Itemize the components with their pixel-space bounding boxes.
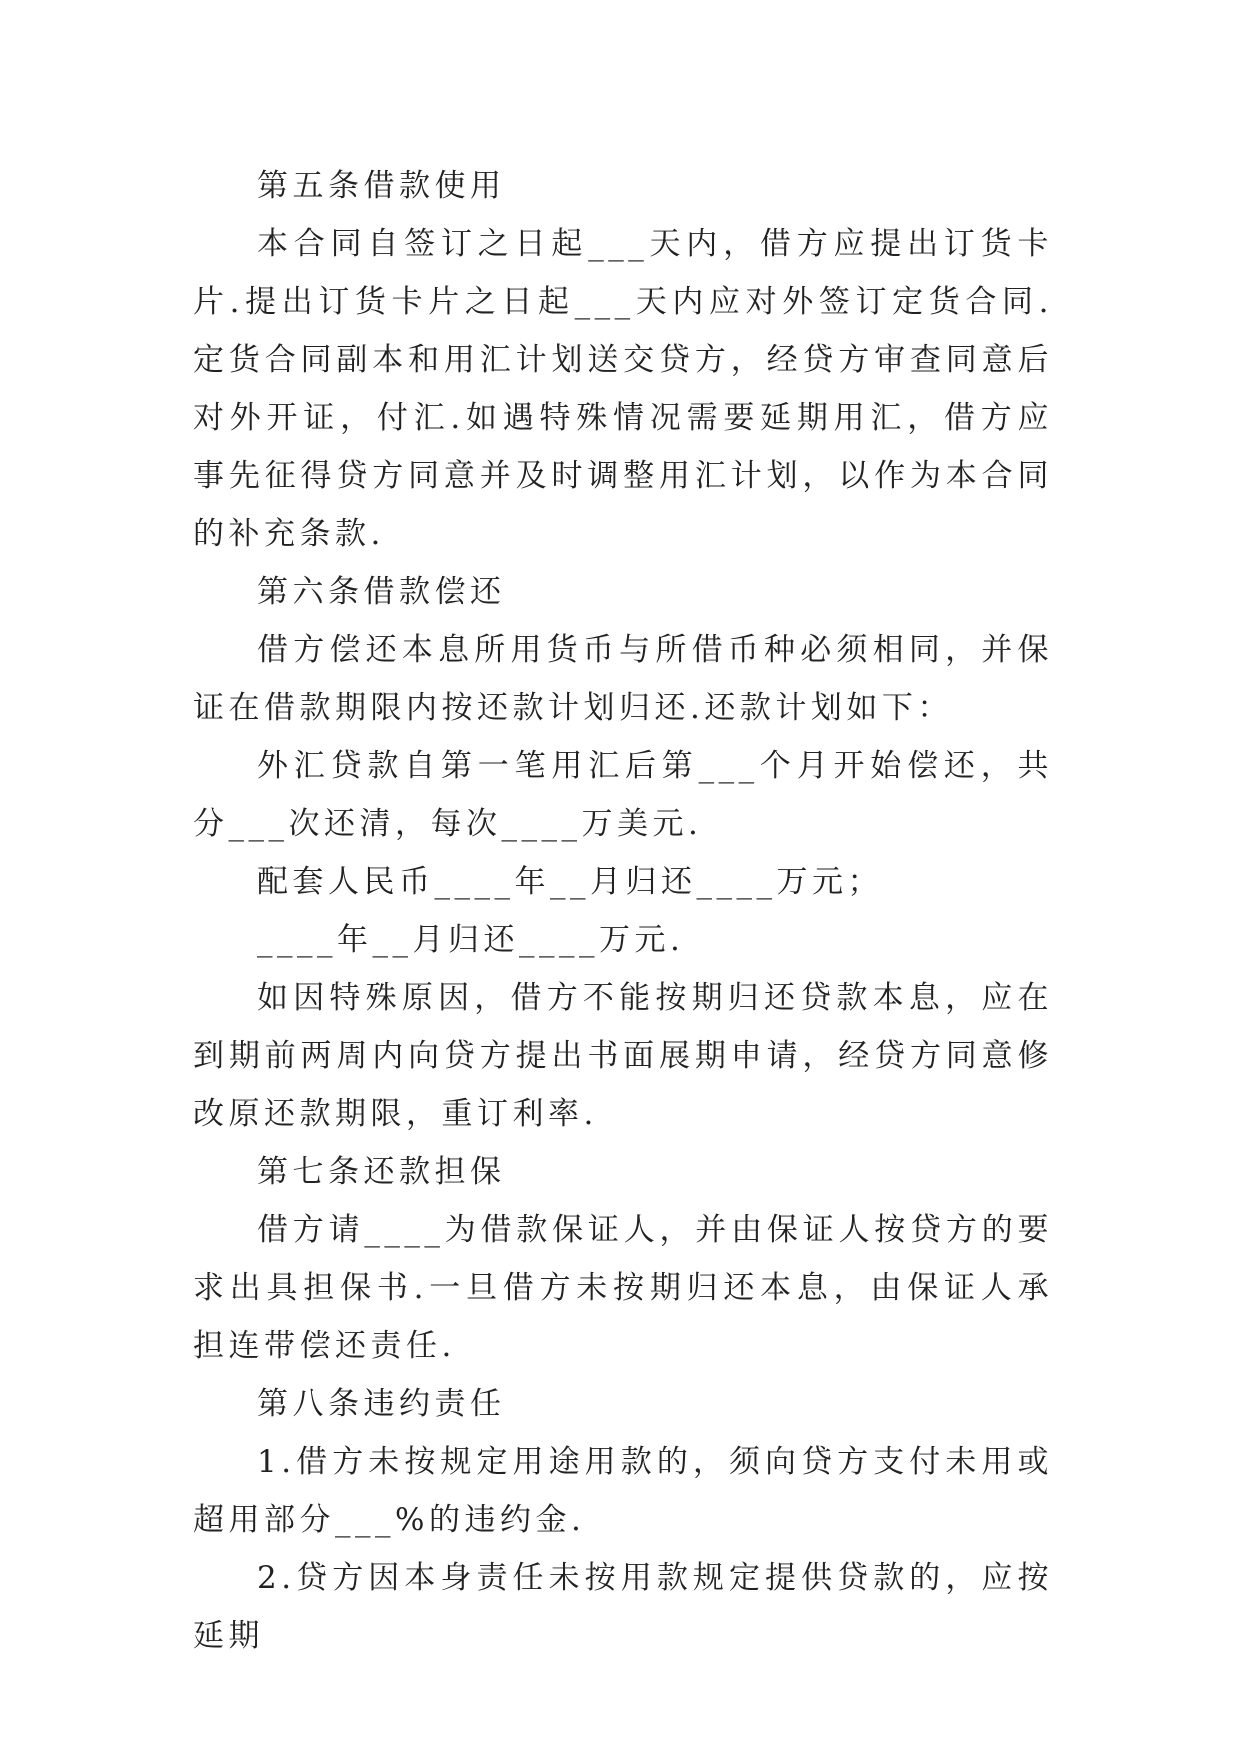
article-8-item-2: 2.贷方因本身责任未按用款规定提供贷款的，应按延期 [193,1560,1053,1654]
article-5-heading: 第五条借款使用 [257,168,506,204]
article-6-paragraph-5: 如因特殊原因，借方不能按期归还贷款本息，应在到期前两周内向贷方提出书面展期申请，经贷方同意修改原还款期限，重订利率. [193,980,1053,1132]
article-5-paragraph: 本合同自签订之日起___天内，借方应提出订货卡片.提出订货卡片之日起___天内应对外签订定货合同.定货合同副本和用汇计划送交贷方，经贷方审查同意后对外开证，付汇.如遇特殊情况需要延期用汇，借方应事先征得贷方同意并及时调整用汇计划，以作为本合同的补充条款. [193,226,1053,552]
document-body [193,157,1053,1665]
article-7-heading: 第七条还款担保 [257,1154,506,1190]
article-7-paragraph: 借方请____为借款保证人，并由保证人按贷方的要求出具担保书.一旦借方未按期归还本息，由保证人承担连带偿还责任. [193,1212,1053,1364]
article-8-heading: 第八条违约责任 [257,1386,506,1422]
article-6-paragraph-3: 配套人民币____年__月归还____万元； [257,864,883,900]
article-6-paragraph-4: ____年__月归还____万元. [257,922,685,958]
article-6-heading: 第六条借款偿还 [257,574,506,610]
article-6-paragraph-2: 外汇贷款自第一笔用汇后第___个月开始偿还，共分___次还清，每次____万美元. [193,748,1053,842]
article-8-item-1: 1.借方未按规定用途用款的，须向贷方支付未用或超用部分___%的违约金. [193,1444,1053,1538]
article-6-paragraph-1: 借方偿还本息所用货币与所借币种必须相同，并保证在借款期限内按还款计划归还.还款计划如下： [193,632,1053,726]
